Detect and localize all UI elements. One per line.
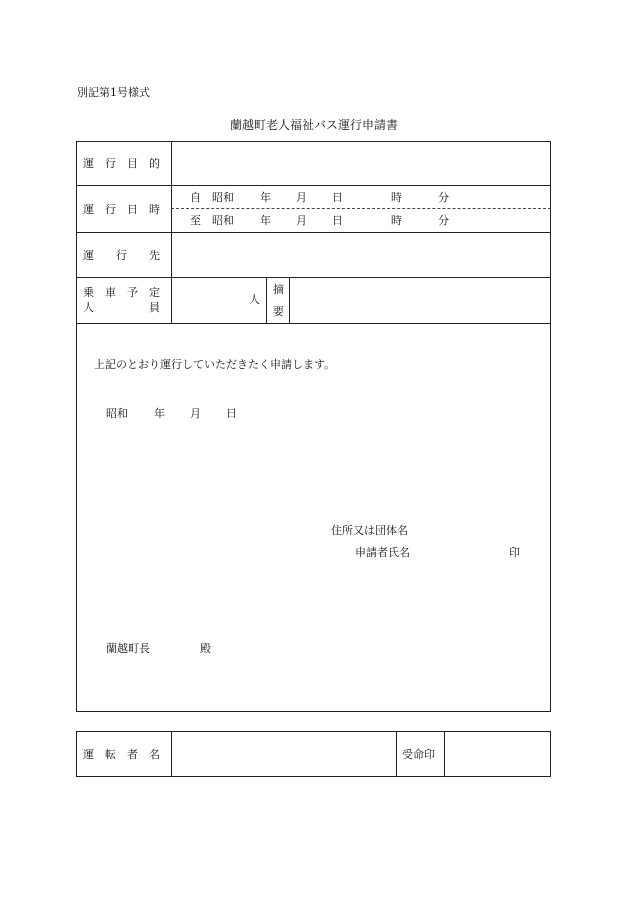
date-day: 日: [226, 407, 237, 420]
row-divider: [76, 323, 551, 324]
to-prefix: 至: [190, 214, 201, 227]
driver-column-divider: [396, 731, 397, 777]
label-column-divider: [171, 141, 172, 323]
to-day: 日: [332, 214, 343, 227]
seal-mark: 印: [509, 546, 520, 559]
address-label: 住所又は団体名: [331, 524, 408, 537]
from-hour: 時: [391, 191, 402, 204]
to-year: 年: [260, 214, 271, 227]
row-divider: [76, 232, 551, 233]
applicant-label: 申請者氏名: [355, 546, 410, 559]
driver-column-divider: [171, 731, 172, 777]
to-hour: 時: [391, 214, 402, 227]
remarks-label-line1: 摘: [273, 283, 284, 296]
to-month: 月: [296, 214, 307, 227]
passengers-unit: 人: [249, 293, 260, 306]
driver-label: 運 転 者 名: [83, 748, 160, 761]
remarks-divider: [289, 277, 290, 323]
from-day: 日: [332, 191, 343, 204]
honorific: 殿: [200, 642, 211, 655]
driver-column-divider: [444, 731, 445, 777]
date-era: 昭和: [106, 407, 128, 420]
to-era: 昭和: [212, 214, 234, 227]
from-prefix: 自: [190, 191, 201, 204]
passengers-label-line2: 人 員: [83, 301, 160, 314]
remarks-divider: [266, 277, 267, 323]
form-number: 別記第1号様式: [77, 86, 150, 99]
addressee: 蘭越町長: [106, 642, 150, 655]
date-year: 年: [154, 407, 165, 420]
row-divider: [76, 277, 551, 278]
from-month: 月: [296, 191, 307, 204]
datetime-label: 運 行 日 時: [83, 203, 160, 216]
to-minute: 分: [438, 214, 449, 227]
document-title: 蘭越町老人福祉バス運行申請書: [230, 118, 399, 132]
row-divider: [76, 185, 551, 186]
application-statement: 上記のとおり運行していただきたく申請します。: [94, 358, 336, 371]
remarks-label-line2: 要: [273, 305, 284, 318]
from-era: 昭和: [212, 191, 234, 204]
purpose-label: 運 行 目 的: [83, 157, 160, 170]
application-table: [76, 141, 551, 712]
stamp-label: 受命印: [402, 748, 435, 761]
destination-label: 運 行 先: [83, 249, 160, 262]
from-minute: 分: [438, 191, 449, 204]
from-year: 年: [260, 191, 271, 204]
date-month: 月: [190, 407, 201, 420]
passengers-label-line1: 乗 車 予 定: [83, 286, 160, 299]
datetime-dashed-divider: [171, 208, 551, 209]
